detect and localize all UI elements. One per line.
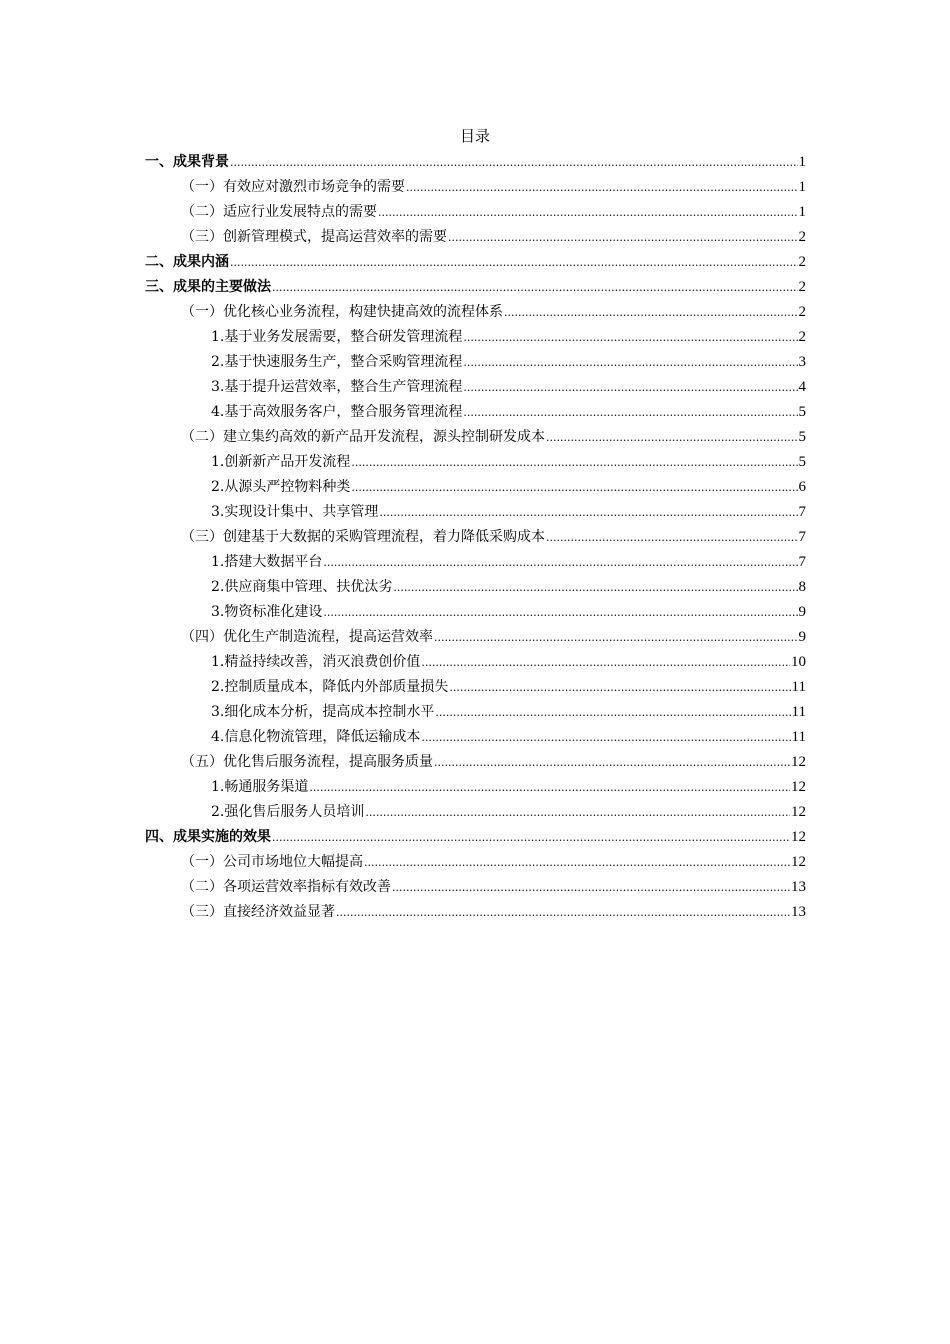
toc-entry[interactable] <box>145 600 806 625</box>
toc-entry-page: 13 <box>791 904 806 920</box>
toc-entry-page: 2 <box>798 304 806 320</box>
toc-entry-page: 11 <box>791 729 806 745</box>
toc-entry[interactable] <box>145 400 806 425</box>
toc-leader <box>463 400 797 425</box>
toc-entry[interactable] <box>145 700 806 725</box>
toc-entry-text: （四）优化生产制造流程，提高运营效率 <box>181 629 433 645</box>
toc-leader <box>435 700 790 725</box>
toc-entry-text: （一）有效应对激烈市场竞争的需要 <box>181 179 405 195</box>
toc-entry[interactable] <box>145 575 806 600</box>
toc-leader <box>448 225 798 250</box>
toc-leader <box>323 550 797 575</box>
toc-entry-text: （五）优化售后服务流程，提高服务质量 <box>181 754 433 770</box>
toc-leader <box>392 875 790 900</box>
toc-entry-text: 4.基于高效服务客户，整合服务管理流程 <box>211 404 463 420</box>
toc-leader <box>421 650 790 675</box>
toc-entry-page: 11 <box>791 704 806 720</box>
toc-entry-page: 1 <box>798 204 806 220</box>
toc-entry-page: 9 <box>798 604 806 620</box>
toc-entry-page: 1 <box>798 154 806 170</box>
toc-entry-page: 12 <box>791 779 806 795</box>
toc-entry-text: 1.搭建大数据平台 <box>211 554 323 570</box>
toc-entry[interactable] <box>145 475 806 500</box>
toc-entry[interactable] <box>145 525 806 550</box>
toc-leader <box>309 775 790 800</box>
toc-entry-text: 1.创新新产品开发流程 <box>211 454 351 470</box>
toc-entry-page: 1 <box>798 179 806 195</box>
toc-leader <box>272 275 798 300</box>
toc-entry[interactable] <box>145 850 806 875</box>
toc-entry-page: 12 <box>791 804 806 820</box>
toc-entry-text: 1.精益持续改善，消灭浪费创价值 <box>211 654 421 670</box>
toc-entry[interactable] <box>145 875 806 900</box>
toc-entry[interactable] <box>145 175 806 200</box>
toc-entry-text: 四、成果实施的效果 <box>145 829 271 845</box>
toc-entry[interactable] <box>145 150 806 175</box>
toc-leader <box>546 425 798 450</box>
toc-entry-page: 2 <box>798 279 806 295</box>
toc-entry[interactable] <box>145 825 806 850</box>
toc-title: 目录 <box>459 127 490 145</box>
toc-entry-text: 3.细化成本分析，提高成本控制水平 <box>211 704 435 720</box>
toc-entry[interactable] <box>145 275 806 300</box>
toc-entry-page: 2 <box>798 229 806 245</box>
toc-leader <box>351 475 797 500</box>
toc-entry-text: （一）公司市场地位大幅提高 <box>181 854 363 870</box>
toc-entry-page: 3 <box>798 354 806 370</box>
toc-entry-text: 2.供应商集中管理、扶优汰劣 <box>211 579 393 595</box>
toc-entry-text: 2.控制质量成本，降低内外部质量损失 <box>211 679 449 695</box>
toc-entry-text: 三、成果的主要做法 <box>145 279 271 295</box>
toc-leader <box>434 750 790 775</box>
toc-entry-page: 5 <box>798 454 806 470</box>
toc-leader <box>351 450 797 475</box>
toc-entry[interactable] <box>145 775 806 800</box>
toc-entry[interactable] <box>145 425 806 450</box>
toc-entry[interactable] <box>145 500 806 525</box>
table-of-contents <box>145 150 806 925</box>
toc-leader <box>379 500 797 525</box>
toc-entry-page: 11 <box>791 679 806 695</box>
toc-entry[interactable] <box>145 300 806 325</box>
toc-leader <box>421 725 790 750</box>
toc-leader <box>546 525 798 550</box>
toc-entry-text: 2.基于快速服务生产，整合采购管理流程 <box>211 354 463 370</box>
toc-entry-page: 2 <box>798 329 806 345</box>
toc-entry[interactable] <box>145 550 806 575</box>
toc-entry-page: 12 <box>791 829 806 845</box>
toc-entry[interactable] <box>145 675 806 700</box>
toc-leader <box>364 850 790 875</box>
toc-entry-text: 2.强化售后服务人员培训 <box>211 804 365 820</box>
toc-entry-page: 12 <box>791 754 806 770</box>
toc-entry[interactable] <box>145 225 806 250</box>
toc-leader <box>463 350 797 375</box>
toc-leader <box>230 250 798 275</box>
toc-entry-page: 10 <box>791 654 806 670</box>
toc-entry-text: （三）直接经济效益显著 <box>181 904 335 920</box>
toc-entry-text: （三）创建基于大数据的采购管理流程，着力降低采购成本 <box>181 529 545 545</box>
toc-leader <box>365 800 790 825</box>
toc-entry[interactable] <box>145 750 806 775</box>
toc-entry[interactable] <box>145 625 806 650</box>
toc-leader <box>272 825 790 850</box>
toc-entry-page: 7 <box>798 529 806 545</box>
toc-entry[interactable] <box>145 375 806 400</box>
toc-entry-text: （二）建立集约高效的新产品开发流程，源头控制研发成本 <box>181 429 545 445</box>
toc-entry-text: 1.基于业务发展需要，整合研发管理流程 <box>211 329 463 345</box>
toc-entry-page: 6 <box>798 479 806 495</box>
toc-entry[interactable] <box>145 900 806 925</box>
toc-entry-text: （一）优化核心业务流程，构建快捷高效的流程体系 <box>181 304 503 320</box>
toc-leader <box>378 200 798 225</box>
toc-leader <box>434 625 798 650</box>
toc-entry-text: 1.畅通服务渠道 <box>211 779 309 795</box>
toc-entry[interactable] <box>145 350 806 375</box>
toc-leader <box>336 900 790 925</box>
toc-entry-page: 7 <box>798 504 806 520</box>
toc-entry-text: 3.基于提升运营效率，整合生产管理流程 <box>211 379 463 395</box>
toc-entry-text: 4.信息化物流管理，降低运输成本 <box>211 729 421 745</box>
toc-leader <box>406 175 798 200</box>
toc-entry-page: 9 <box>798 629 806 645</box>
toc-leader <box>393 575 797 600</box>
toc-leader <box>504 300 798 325</box>
toc-entry-page: 2 <box>798 254 806 270</box>
toc-entry-page: 4 <box>798 379 806 395</box>
toc-entry[interactable] <box>145 650 806 675</box>
toc-entry-text: 2.从源头严控物料种类 <box>211 479 351 495</box>
toc-leader <box>463 375 797 400</box>
toc-entry-text: （二）各项运营效率指标有效改善 <box>181 879 391 895</box>
toc-entry-page: 5 <box>798 404 806 420</box>
toc-entry[interactable] <box>145 800 806 825</box>
toc-entry[interactable] <box>145 250 806 275</box>
toc-entry-page: 5 <box>798 429 806 445</box>
toc-entry-text: 3.物资标准化建设 <box>211 604 323 620</box>
toc-leader <box>463 325 797 350</box>
toc-entry[interactable] <box>145 725 806 750</box>
toc-entry[interactable] <box>145 325 806 350</box>
toc-entry-page: 8 <box>798 579 806 595</box>
toc-entry-text: 二、成果内涵 <box>145 254 229 270</box>
toc-leader <box>230 150 798 175</box>
toc-entry[interactable] <box>145 200 806 225</box>
toc-entry-text: 一、成果背景 <box>145 154 229 170</box>
toc-entry-text: （二）适应行业发展特点的需要 <box>181 204 377 220</box>
toc-entry-page: 7 <box>798 554 806 570</box>
toc-entry-page: 13 <box>791 879 806 895</box>
toc-entry-page: 12 <box>791 854 806 870</box>
toc-entry-text: 3.实现设计集中、共享管理 <box>211 504 379 520</box>
toc-entry-text: （三）创新管理模式，提高运营效率的需要 <box>181 229 447 245</box>
toc-entry[interactable] <box>145 450 806 475</box>
toc-leader <box>449 675 790 700</box>
toc-leader <box>323 600 797 625</box>
